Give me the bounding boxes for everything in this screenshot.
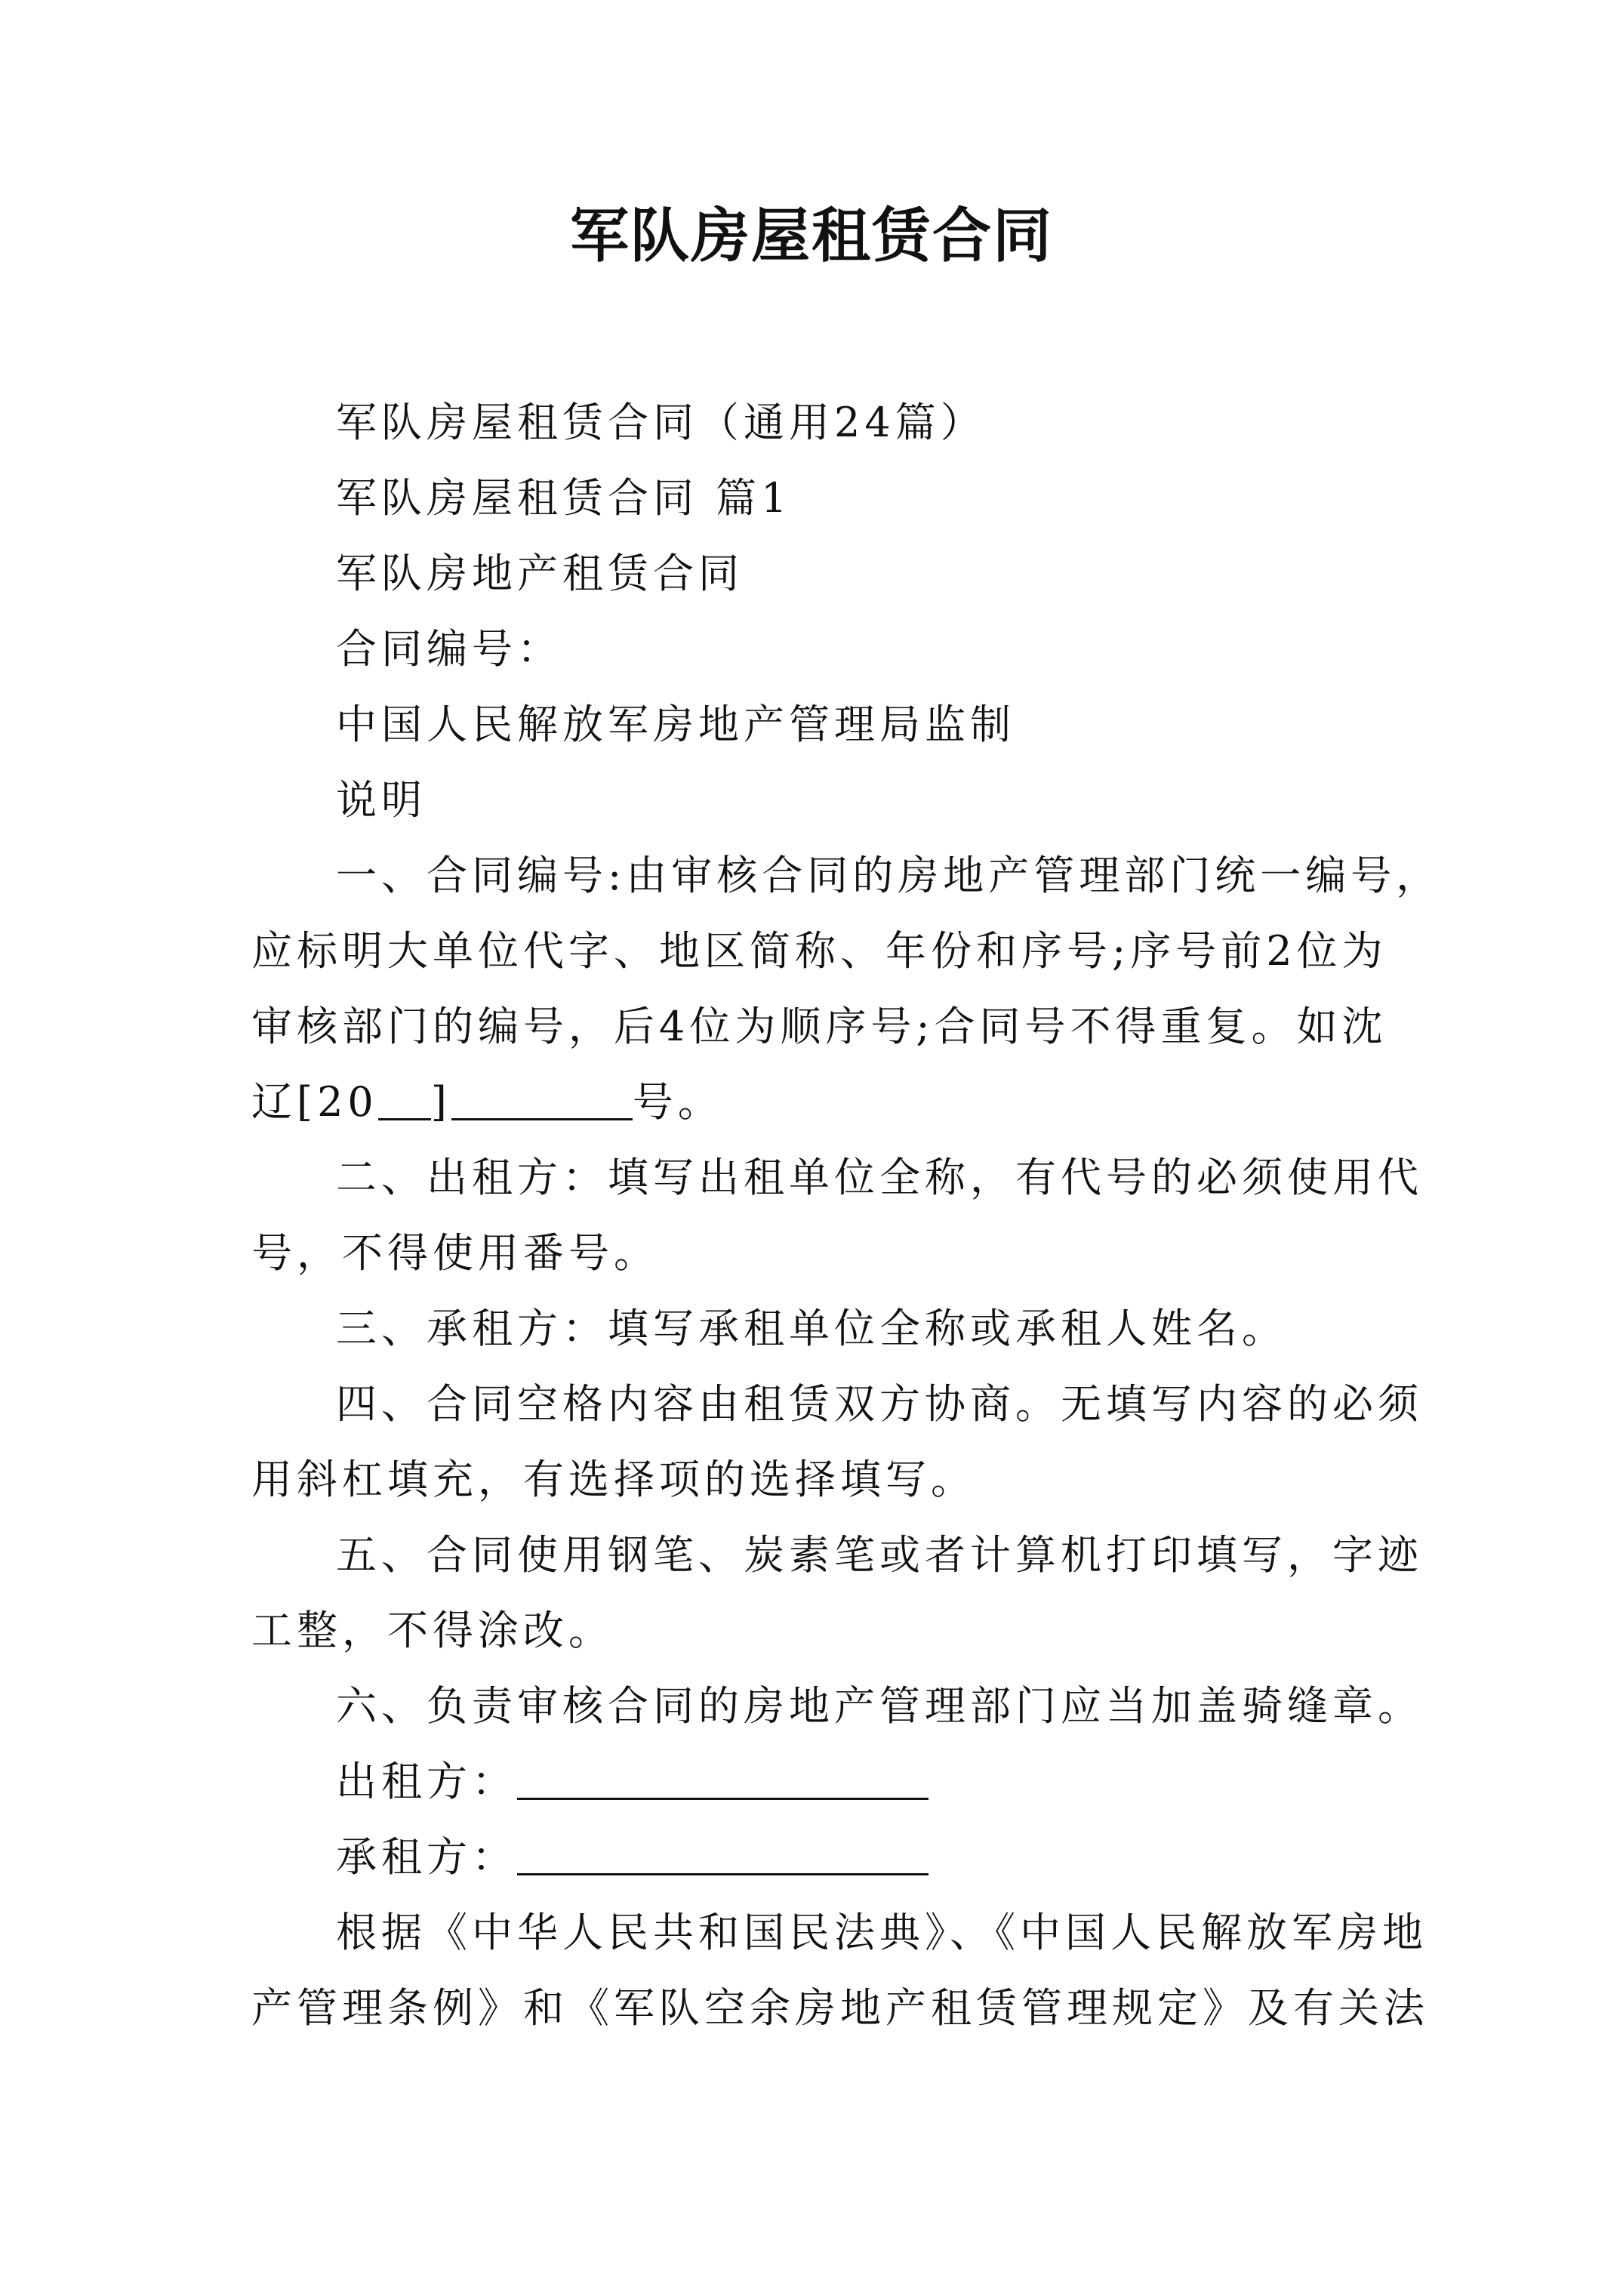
contract-number-label: 合同编号： xyxy=(336,625,562,673)
note-item-2 xyxy=(251,1140,1423,1291)
contract-name: 军队房地产租赁合同 xyxy=(336,550,744,597)
notes-heading: 说明 xyxy=(336,776,427,824)
lessee-line xyxy=(251,1820,1399,1895)
issuer-line: 中国人民解放军房地产管理局监制 xyxy=(336,701,1015,748)
note-item-5-line-b: 工整，不得涂改。 xyxy=(251,1607,614,1654)
lessor-blank xyxy=(517,1755,929,1800)
document-title: 军队房屋租赁合同 xyxy=(569,202,1053,270)
example-bracket: ] xyxy=(430,1078,451,1126)
note-item-4-line-a: 四、合同空格内容由租赁双方协商。无填写内容的必须 xyxy=(336,1380,1423,1428)
note-item-4-line-b: 用斜杠填充，有选择项的选择填写。 xyxy=(251,1456,976,1503)
legal-basis xyxy=(251,1895,1429,2046)
note-item-3: 三、承租方：填写承租单位全称或承租人姓名。 xyxy=(336,1305,1287,1352)
lessee-blank xyxy=(517,1831,929,1875)
note-item-1-line-a: 一、合同编号:由审核合同的房地产管理部门统一编号， xyxy=(336,852,1442,899)
note-item-1 xyxy=(251,838,1442,1140)
lessor-line xyxy=(251,1744,1399,1820)
note-item-5 xyxy=(251,1518,1423,1669)
note-item-1-line-d xyxy=(251,1065,1399,1140)
note-item-2-line-b: 号，不得使用番号。 xyxy=(251,1229,659,1277)
legal-basis-line-b: 产管理条例》和《军队空余房地产租赁管理规定》及有关法 xyxy=(251,1984,1429,2032)
note-item-5-line-a: 五、合同使用钢笔、炭素笔或者计算机打印填写，字迹 xyxy=(336,1531,1423,1579)
year-blank xyxy=(378,1076,431,1120)
section-heading: 军队房屋租赁合同 篇1 xyxy=(336,474,792,522)
note-item-2-line-a: 二、出租方：填写出租单位全称，有代号的必须使用代 xyxy=(336,1154,1423,1201)
note-item-1-line-b: 应标明大单位代字、地区简称、年份和序号;序号前2位为 xyxy=(251,927,1387,975)
note-item-1-line-c: 审核部门的编号，后4位为顺序号;合同号不得重复。如沈 xyxy=(251,1003,1387,1050)
lessee-label: 承租方： xyxy=(336,1833,517,1881)
number-blank xyxy=(451,1076,633,1120)
document-body xyxy=(251,385,1442,2046)
legal-basis-line-a: 根据《中华人民共和国民法典》、《中国人民解放军房地 xyxy=(336,1909,1427,1956)
subtitle-line: 军队房屋租赁合同（通用24篇） xyxy=(336,399,986,446)
note-item-6: 六、负责审核合同的房地产管理部门应当加盖骑缝章。 xyxy=(336,1682,1423,1730)
note-item-4 xyxy=(251,1367,1423,1518)
example-suffix: 号。 xyxy=(632,1078,723,1126)
example-prefix: 辽[20 xyxy=(251,1078,378,1126)
lessor-label: 出租方： xyxy=(336,1758,517,1805)
